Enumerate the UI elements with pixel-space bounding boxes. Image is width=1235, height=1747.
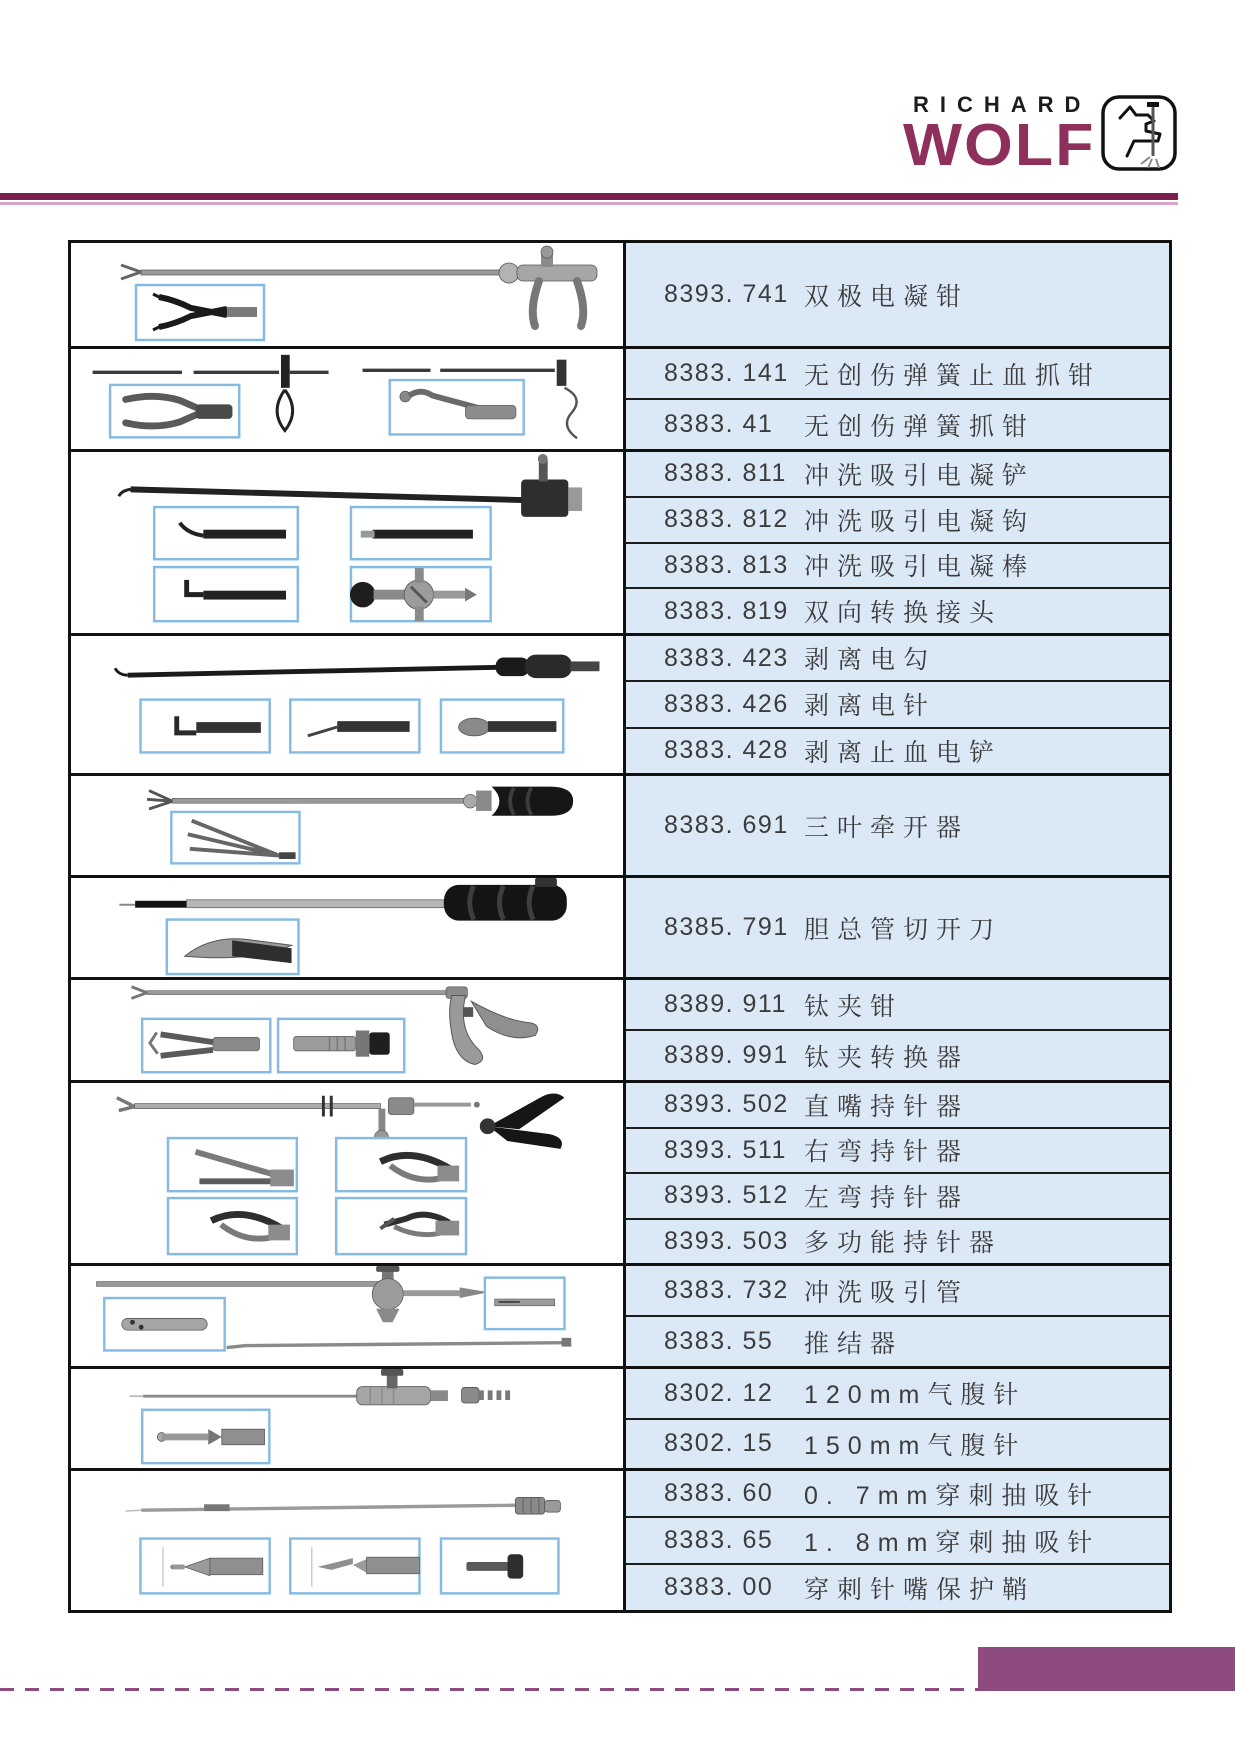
- veress-needles-image: [71, 1369, 623, 1468]
- product-name: 双极电凝钳: [804, 282, 970, 311]
- product-cell: [626, 1471, 1169, 1516]
- suction-coag-electrodes-image: [71, 452, 623, 633]
- header-rule: [0, 193, 1178, 200]
- product-name: 钛夹钳: [804, 992, 904, 1021]
- product-code: 8393. 503: [664, 1226, 789, 1255]
- product-code: 8383. 55: [664, 1327, 774, 1355]
- product-cell: [626, 243, 1169, 346]
- product-cell: [626, 1418, 1169, 1469]
- product-cell-column: [623, 636, 1169, 773]
- product-name: 冲洗吸引管: [804, 1278, 970, 1307]
- product-cell: [626, 1172, 1169, 1218]
- product-name: 多功能持针器: [804, 1229, 1003, 1258]
- product-cell-column: [623, 452, 1169, 633]
- product-name: 剥离止血电铲: [804, 738, 1003, 767]
- product-code: 8383. 141: [664, 359, 789, 387]
- product-code: 8389. 991: [664, 1041, 789, 1069]
- product-code: 8383. 811: [664, 459, 787, 488]
- needle-holders-image: [71, 1083, 623, 1263]
- product-name: 无创伤弹簧止血抓钳: [804, 361, 1102, 390]
- product-name: 胆总管切开刀: [804, 915, 1003, 944]
- product-cell: [626, 349, 1169, 398]
- product-cell: [626, 398, 1169, 449]
- brand-wolf: WOLF: [903, 112, 1096, 179]
- product-code: 8393. 502: [664, 1090, 789, 1119]
- product-cell-column: [623, 349, 1169, 449]
- catalog-table: [68, 240, 1172, 1613]
- product-code: 8389. 911: [664, 990, 787, 1018]
- brand-logo: [903, 92, 1178, 179]
- product-cell: [626, 776, 1169, 875]
- product-code: 8383. 65: [664, 1526, 774, 1554]
- catalog-row: [71, 1263, 1169, 1366]
- wolf-head-icon: [1100, 94, 1178, 172]
- product-code: 8383. 732: [664, 1276, 789, 1304]
- catalog-row: [71, 1080, 1169, 1263]
- product-cell-column: [623, 1266, 1169, 1366]
- header-rule-light: [0, 202, 1178, 205]
- footer-dashed-line: [0, 1688, 978, 1691]
- product-code: 8383. 812: [664, 505, 789, 534]
- clip-applier-image: [71, 980, 623, 1080]
- product-name: 0. 7mm穿刺抽吸针: [804, 1481, 1101, 1510]
- product-code: 8393. 512: [664, 1181, 789, 1210]
- catalog-row: [71, 773, 1169, 875]
- product-cell: [626, 727, 1169, 773]
- product-name: 三叶牵开器: [804, 813, 970, 842]
- product-cell: [626, 636, 1169, 680]
- product-code: 8302. 12: [664, 1378, 774, 1407]
- dissection-electrodes-image: [71, 636, 623, 773]
- catalog-row: [71, 633, 1169, 773]
- product-name: 剥离电勾: [804, 646, 937, 675]
- product-cell: [626, 1127, 1169, 1173]
- bipolar-forceps-image: [71, 243, 623, 346]
- product-code: 8383. 819: [664, 596, 789, 625]
- product-name: 冲洗吸引电凝棒: [804, 553, 1036, 582]
- product-cell-column: [623, 776, 1169, 875]
- product-name: 1. 8mm穿刺抽吸针: [804, 1528, 1101, 1557]
- product-cell: [626, 1266, 1169, 1315]
- product-cell-column: [623, 1083, 1169, 1263]
- suction-tube-knot-pusher-image: [71, 1266, 623, 1366]
- product-code: 8383. 41: [664, 410, 774, 438]
- product-name: 冲洗吸引电凝钩: [804, 507, 1036, 536]
- product-cell: [626, 1563, 1169, 1610]
- product-name: 钛夹转换器: [804, 1043, 970, 1072]
- product-code: 8393. 511: [664, 1135, 787, 1164]
- product-cell: [626, 496, 1169, 542]
- three-leaf-retractor-image: [71, 776, 623, 875]
- catalog-row: [71, 875, 1169, 977]
- product-cell-column: [623, 243, 1169, 346]
- product-name: 双向转换接头: [804, 599, 1003, 628]
- catalog-row: [71, 346, 1169, 449]
- catalog-row: [71, 1366, 1169, 1468]
- product-cell: [626, 1083, 1169, 1127]
- product-cell-column: [623, 980, 1169, 1080]
- product-name: 无创伤弹簧抓钳: [804, 412, 1036, 441]
- product-code: 8302. 15: [664, 1429, 774, 1458]
- product-name: 150mm气腹针: [804, 1431, 1027, 1460]
- product-name: 剥离电针: [804, 692, 937, 721]
- product-code: 8383. 691: [664, 811, 789, 839]
- product-code: 8393. 741: [664, 280, 789, 308]
- product-name: 冲洗吸引电凝铲: [804, 461, 1036, 490]
- catalog-row: [71, 243, 1169, 346]
- product-name: 右弯持针器: [804, 1138, 970, 1167]
- product-name: 推结器: [804, 1329, 904, 1358]
- product-cell: [626, 1516, 1169, 1563]
- product-name: 120mm气腹针: [804, 1381, 1027, 1410]
- product-cell: [626, 980, 1169, 1029]
- product-cell: [626, 1369, 1169, 1418]
- product-code: 8383. 423: [664, 643, 789, 672]
- product-name: 直嘴持针器: [804, 1092, 970, 1121]
- bile-duct-knife-image: [71, 878, 623, 977]
- catalog-row: [71, 977, 1169, 1080]
- product-name: 左弯持针器: [804, 1183, 970, 1212]
- product-cell: [626, 1029, 1169, 1080]
- product-cell-column: [623, 1369, 1169, 1468]
- product-cell-column: [623, 1471, 1169, 1610]
- product-name: 穿刺针嘴保护鞘: [804, 1575, 1036, 1604]
- product-code: 8383. 428: [664, 736, 789, 765]
- product-cell-column: [623, 878, 1169, 977]
- product-cell: [626, 878, 1169, 977]
- product-cell: [626, 587, 1169, 633]
- product-code: 8385. 791: [664, 913, 789, 941]
- product-cell: [626, 542, 1169, 588]
- catalog-row: [71, 449, 1169, 633]
- product-code: 8383. 00: [664, 1573, 774, 1601]
- product-code: 8383. 426: [664, 689, 789, 718]
- product-code: 8383. 60: [664, 1479, 774, 1507]
- brand-logo-text: [903, 92, 1096, 179]
- product-cell: [626, 680, 1169, 726]
- puncture-needles-image: [71, 1471, 623, 1610]
- product-cell: [626, 452, 1169, 496]
- footer-purple-block: [978, 1647, 1235, 1691]
- brand-richard: RICHARD: [913, 92, 1092, 118]
- product-cell: [626, 1218, 1169, 1264]
- product-cell: [626, 1315, 1169, 1366]
- spring-graspers-image: [71, 349, 623, 449]
- catalog-row: [71, 1468, 1169, 1610]
- product-code: 8383. 813: [664, 550, 789, 579]
